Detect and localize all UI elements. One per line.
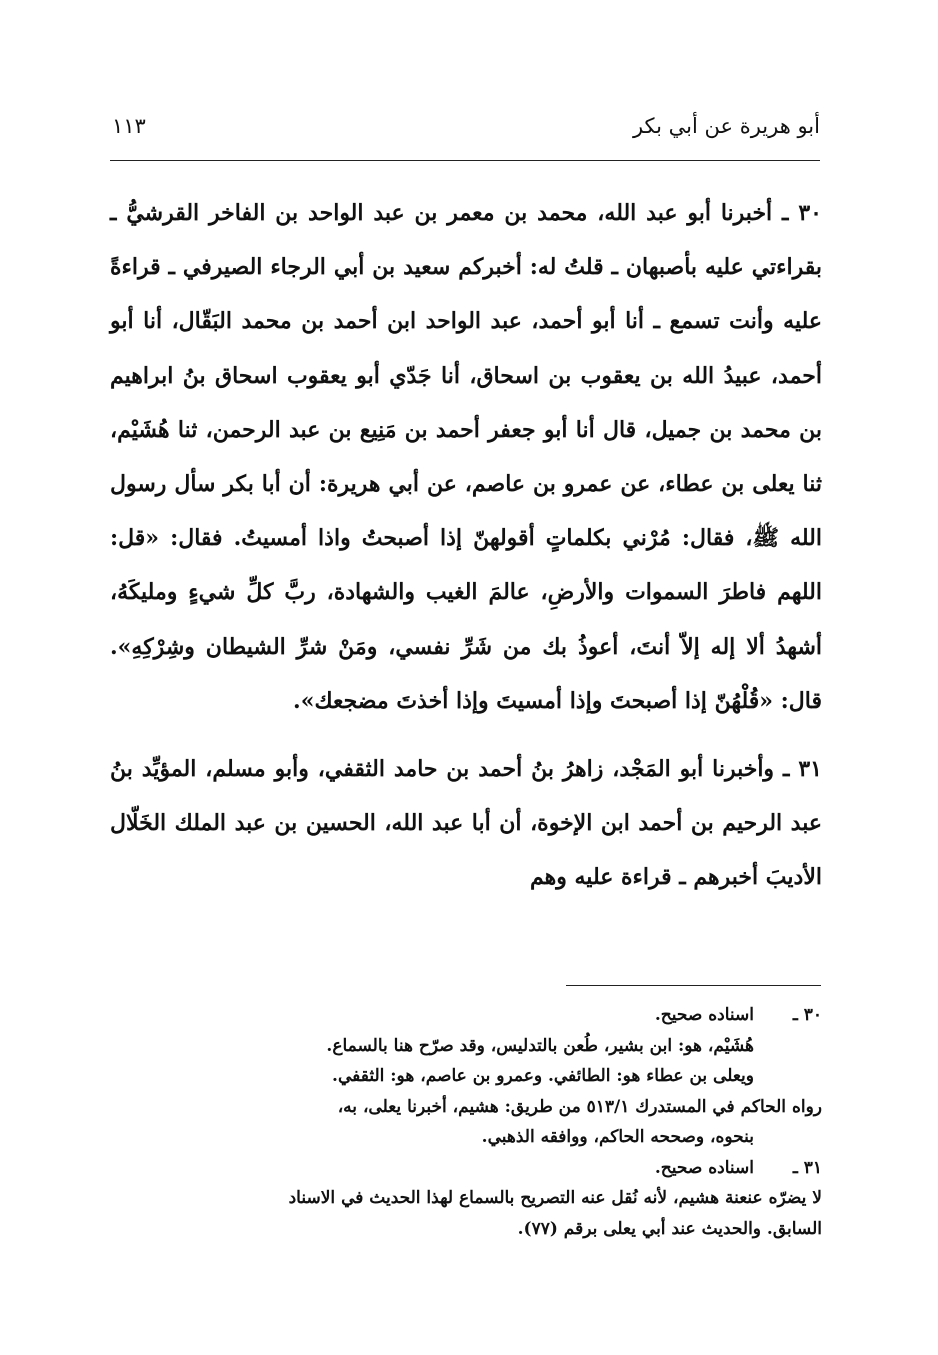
header-divider (110, 160, 820, 161)
footnote-30 (110, 1000, 822, 1153)
main-text (110, 186, 822, 905)
footnote-number: ٣١ ـ (792, 1157, 822, 1178)
footnote-line: اسناده صحيح. (654, 1157, 754, 1178)
header-title: أبو هريرة عن أبي بكر (632, 114, 820, 138)
footnote-31 (110, 1153, 822, 1245)
hadith-paragraph-31: ٣١ ـ وأخبرنا أبو المَجْد، زاهرُ بنُ أحمد بن حامد الثقفي، وأبو مسلم، المؤيِّد بنُ عبد الرحيم بن أحمد ابن الإخوة، أن أبا عبد الله، الحسين بن عبد الملك الخَلّال الأديبَ أخبرهم ـ قراءة عليه وهم (110, 756, 822, 891)
footnote-number: ٣٠ ـ (792, 1005, 822, 1025)
footnote-line: اسناده صحيح. (654, 1005, 754, 1025)
page-number: ١١٣ (112, 114, 146, 138)
footnote-line: ويعلى بن عطاء هو: الطائفي. وعمرو بن عاصم، هو: الثقفي. (332, 1066, 754, 1086)
footnotes (110, 1000, 822, 1244)
footnote-line: لا يضرّه عنعنة هشيم، لأنه نُقل عنه التصريح بالسماع لهذا الحديث في الاسناد (288, 1188, 822, 1208)
footnote-line: بنحوه، وصححه الحاكم، ووافقه الذهبي. (481, 1127, 754, 1147)
footnote-line: السابق. والحديث عند أبي يعلى برقم (٧٧). (517, 1218, 822, 1239)
footnote-line: رواه الحاكم في المستدرك ٥١٣/١ من طريق: هشيم، أخبرنا يعلى، به، (337, 1096, 822, 1117)
footnote-line: هُشَيْم، هو: ابن بشير، طُعن بالتدليس، وقد صرّح هنا بالسماع. (326, 1035, 754, 1056)
running-header (112, 108, 820, 148)
footnote-divider (566, 985, 821, 986)
hadith-paragraph-30: ٣٠ ـ أخبرنا أبو عبد الله، محمد بن معمر بن عبد الواحد بن الفاخر القرشيُّ ـ بقراءتي عليه بأصبهان ـ قلتُ له: أخبركم سعيد بن أبي الرجاء الصيرفي ـ قراءةً عليه وأنت تسمع ـ أنا أبو أحمد، عبد الواحد ابن أحمد بن محمد البَقّال، أنا أبو أحمد، عبيدُ الله بن يعقوب بن اسحاق، أنا جَدّي أبو يعقوب اسحاق بنُ ابراهيم بن محمد بن جميل، قال أنا أبو جعفر أحمد بن مَنِيع بن عبد الرحمن، ثنا هُشَيْم، ثنا يعلى بن عطاء، عن عمرو بن عاصم، عن أبي هريرة: أن أبا بكر سأل رسول الله ﷺ، فقال: مُرْني بكلماتٍ أقولهنّ إذا أصبحتُ واذا أمسيتُ. فقال: «قل: اللهم فاطرَ السموات والأرضِ، عالمَ الغيب والشهادة، ربَّ كلِّ شيءٍ ومليكَهُ، أشهدُ ألا إله إلاّ أنتَ، أعوذُ بك من شَرِّ نفسي، ومَنْ شرِّ الشيطان وشِرْكِهِ». قال: «قُلْهُنّ إذا أصبحتَ وإذا أمسيتَ وإذا أخذتَ مضجعك». (110, 200, 822, 714)
